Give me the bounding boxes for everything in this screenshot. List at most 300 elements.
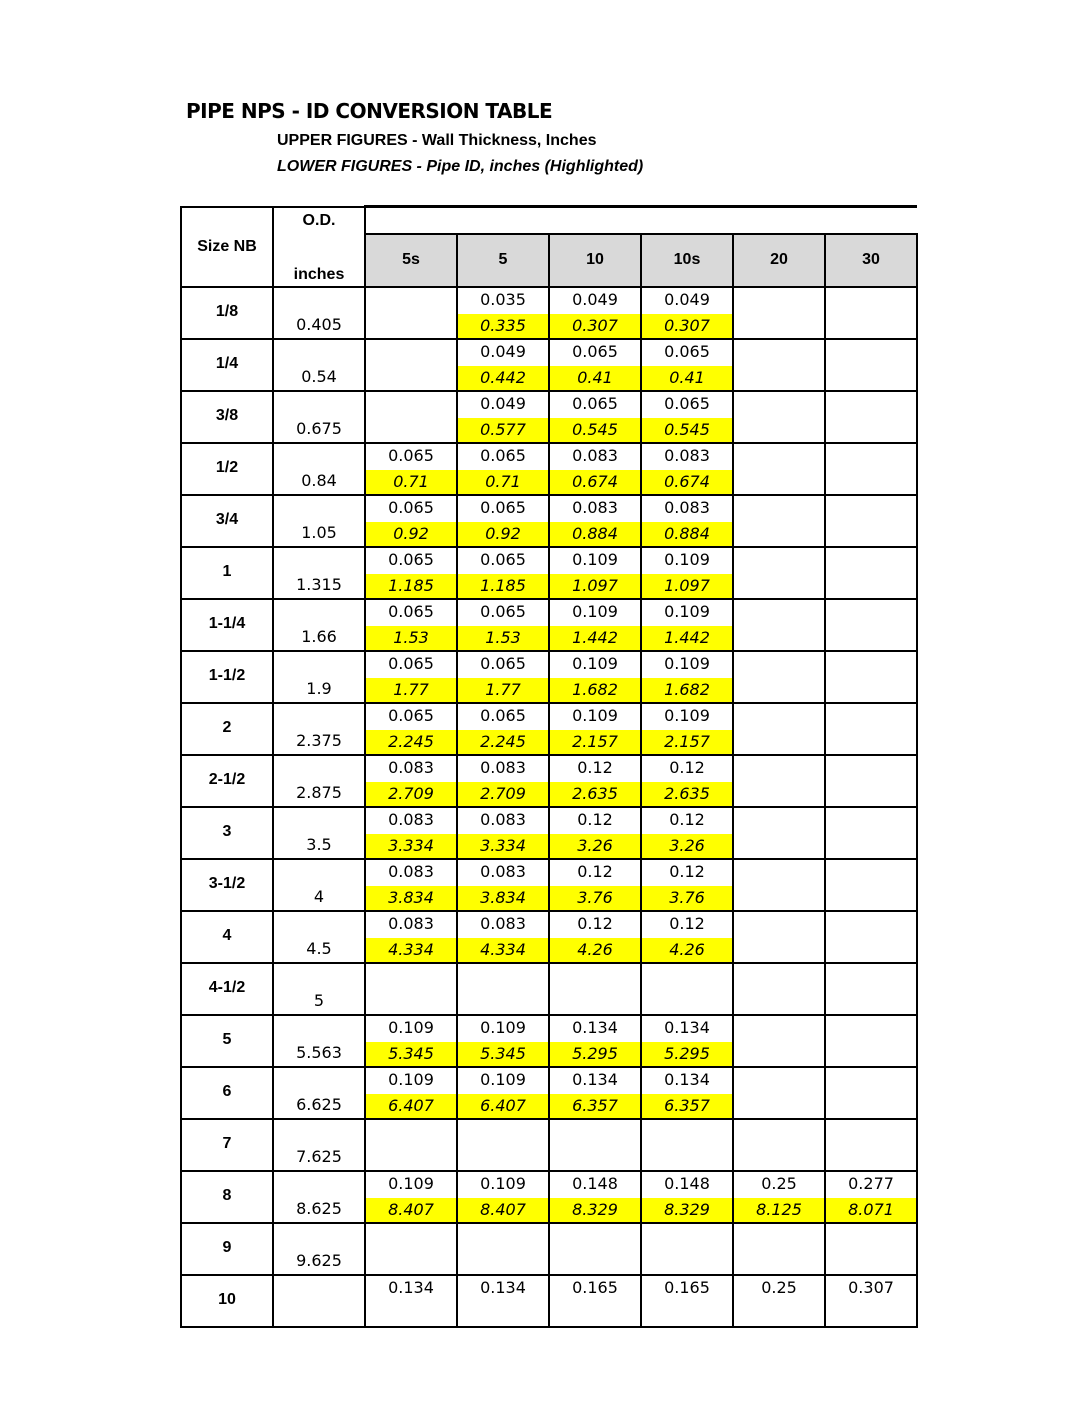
table-row	[181, 339, 917, 391]
od-value: 0.54	[301, 366, 337, 386]
pipe-id-value: 8.071	[826, 1198, 916, 1222]
schedule-header-5: 5	[457, 234, 549, 287]
od-cell	[273, 599, 365, 651]
od-value: 4.5	[306, 938, 332, 958]
table-row	[181, 599, 917, 651]
size-cell	[181, 391, 273, 443]
size-label: 1-1/2	[208, 666, 246, 684]
schedule-cell	[825, 1067, 917, 1119]
schedule-cell	[641, 339, 733, 391]
wall-thickness-value: 0.109	[480, 1017, 526, 1037]
schedule-cell	[733, 859, 825, 911]
pipe-id-value: 0.307	[550, 314, 640, 338]
pipe-id-value: 6.407	[366, 1094, 456, 1118]
schedule-cell	[365, 495, 457, 547]
size-label: 4-1/2	[208, 978, 246, 996]
table-row	[181, 755, 917, 807]
pipe-id-value	[826, 1302, 916, 1326]
wall-thickness-value: 0.109	[572, 601, 618, 621]
table-row	[181, 651, 917, 703]
pipe-id-value: 1.185	[458, 574, 548, 598]
pipe-id-value: 1.097	[550, 574, 640, 598]
schedule-cell	[825, 651, 917, 703]
schedule-cell	[641, 1171, 733, 1223]
pipe-id-value: 3.334	[458, 834, 548, 858]
pipe-id-value: 8.329	[550, 1198, 640, 1222]
size-label: 5	[222, 1030, 232, 1048]
schedule-cell	[549, 547, 641, 599]
pipe-id-value: 0.307	[642, 314, 732, 338]
schedule-cell	[733, 911, 825, 963]
wall-thickness-value: 0.083	[572, 445, 618, 465]
pipe-id-value: 4.334	[366, 938, 456, 962]
pipe-id-value: 1.53	[366, 626, 456, 650]
size-cell	[181, 859, 273, 911]
size-label: 1/8	[215, 302, 239, 320]
size-cell	[181, 599, 273, 651]
schedule-cell	[825, 547, 917, 599]
pipe-id-value: 3.76	[642, 886, 732, 910]
wall-thickness-value: 0.083	[388, 913, 434, 933]
schedule-cell	[641, 963, 733, 1015]
schedule-cell	[641, 391, 733, 443]
schedule-cell	[825, 391, 917, 443]
wall-thickness-value: 0.109	[572, 653, 618, 673]
size-label: 1	[222, 562, 232, 580]
pipe-id-value: 1.682	[642, 678, 732, 702]
od-value: 0.84	[301, 470, 337, 490]
schedule-cell	[365, 651, 457, 703]
size-cell	[181, 495, 273, 547]
od-cell	[273, 1275, 365, 1327]
schedule-cell	[457, 859, 549, 911]
wall-thickness-value: 0.148	[664, 1173, 710, 1193]
od-cell	[273, 495, 365, 547]
schedule-cell	[549, 1171, 641, 1223]
pipe-id-value: 0.545	[550, 418, 640, 442]
wall-thickness-value: 0.12	[577, 757, 613, 777]
size-label: 8	[222, 1186, 232, 1204]
size-cell	[181, 703, 273, 755]
pipe-id-value: 1.53	[458, 626, 548, 650]
header-od-unit: inches	[293, 265, 345, 283]
schedule-cell	[733, 1171, 825, 1223]
od-cell	[273, 339, 365, 391]
pipe-id-value	[458, 1302, 548, 1326]
size-cell	[181, 911, 273, 963]
schedule-cell	[457, 1067, 549, 1119]
wall-thickness-value: 0.065	[572, 393, 618, 413]
schedule-cell	[641, 1275, 733, 1327]
size-label: 3	[222, 822, 232, 840]
size-cell	[181, 1015, 273, 1067]
od-cell	[273, 911, 365, 963]
wall-thickness-value: 0.12	[577, 809, 613, 829]
schedule-cell	[365, 859, 457, 911]
schedule-cell	[641, 755, 733, 807]
schedule-cell	[365, 911, 457, 963]
pipe-id-value: 3.76	[550, 886, 640, 910]
schedule-cell	[457, 1223, 549, 1275]
schedule-header-30: 30	[825, 234, 917, 287]
schedule-cell	[549, 1067, 641, 1119]
wall-thickness-value: 0.109	[572, 705, 618, 725]
schedule-cell	[365, 391, 457, 443]
table-row	[181, 859, 917, 911]
pipe-id-value: 6.357	[550, 1094, 640, 1118]
schedule-cell	[825, 495, 917, 547]
schedule-cell	[549, 1223, 641, 1275]
wall-thickness-value: 0.307	[848, 1277, 894, 1297]
size-cell	[181, 1119, 273, 1171]
od-value: 9.625	[296, 1250, 342, 1270]
schedule-cell	[365, 547, 457, 599]
schedule-cell	[365, 599, 457, 651]
schedule-cell	[733, 599, 825, 651]
schedule-cell	[825, 911, 917, 963]
pipe-id-value: 8.407	[458, 1198, 548, 1222]
wall-thickness-value: 0.109	[664, 653, 710, 673]
size-cell	[181, 547, 273, 599]
wall-thickness-value: 0.065	[480, 497, 526, 517]
pipe-id-value: 0.335	[458, 314, 548, 338]
schedule-cell	[549, 651, 641, 703]
schedule-cell	[365, 1015, 457, 1067]
schedule-cell	[365, 963, 457, 1015]
wall-thickness-value: 0.065	[480, 705, 526, 725]
pipe-id-value: 0.92	[458, 522, 548, 546]
schedule-cell	[825, 755, 917, 807]
pipe-id-value: 2.709	[458, 782, 548, 806]
wall-thickness-value: 0.083	[664, 445, 710, 465]
wall-thickness-value: 0.165	[572, 1277, 618, 1297]
pipe-id-value: 1.77	[366, 678, 456, 702]
od-value: 1.66	[301, 626, 337, 646]
size-label: 1-1/4	[208, 614, 246, 632]
schedule-cell	[549, 287, 641, 339]
wall-thickness-value: 0.109	[664, 705, 710, 725]
schedule-cell	[733, 1119, 825, 1171]
size-label: 1/2	[215, 458, 239, 476]
od-value: 8.625	[296, 1198, 342, 1218]
wall-thickness-value: 0.065	[480, 445, 526, 465]
schedule-cell	[825, 1171, 917, 1223]
size-cell	[181, 1275, 273, 1327]
pipe-id-value: 6.407	[458, 1094, 548, 1118]
schedule-cell	[457, 1275, 549, 1327]
od-value: 7.625	[296, 1146, 342, 1166]
pipe-id-value: 0.545	[642, 418, 732, 442]
pipe-id-value: 0.41	[550, 366, 640, 390]
od-cell	[273, 1119, 365, 1171]
wall-thickness-value: 0.083	[480, 809, 526, 829]
schedule-cell	[641, 911, 733, 963]
wall-thickness-value: 0.083	[664, 497, 710, 517]
schedule-cell	[549, 755, 641, 807]
wall-thickness-value: 0.25	[761, 1173, 797, 1193]
schedule-cell	[365, 287, 457, 339]
wall-thickness-value: 0.12	[669, 757, 705, 777]
od-cell	[273, 651, 365, 703]
wall-thickness-value: 0.134	[572, 1069, 618, 1089]
schedule-cell	[549, 1015, 641, 1067]
schedule-cell	[457, 547, 549, 599]
conversion-table-viewport	[180, 205, 920, 1308]
schedule-cell	[365, 755, 457, 807]
table-row	[181, 1015, 917, 1067]
wall-thickness-value: 0.134	[664, 1017, 710, 1037]
schedule-cell	[549, 963, 641, 1015]
wall-thickness-value: 0.12	[669, 809, 705, 829]
od-cell	[273, 443, 365, 495]
schedule-cell	[365, 1171, 457, 1223]
wall-thickness-value: 0.277	[848, 1173, 894, 1193]
pipe-id-value	[642, 1302, 732, 1326]
od-cell	[273, 1015, 365, 1067]
od-cell	[273, 703, 365, 755]
schedule-cell	[641, 495, 733, 547]
schedule-cell	[549, 1275, 641, 1327]
schedule-cell	[733, 1223, 825, 1275]
pipe-id-value: 0.442	[458, 366, 548, 390]
pipe-id-value: 0.71	[366, 470, 456, 494]
wall-thickness-value: 0.065	[572, 341, 618, 361]
schedule-cell	[733, 807, 825, 859]
header-od-label: O.D.	[302, 211, 336, 229]
schedule-cell	[365, 443, 457, 495]
schedule-cell	[457, 911, 549, 963]
schedule-cell	[365, 1223, 457, 1275]
table-row	[181, 703, 917, 755]
schedule-cell	[549, 807, 641, 859]
wall-thickness-value: 0.134	[572, 1017, 618, 1037]
pipe-id-value: 1.442	[550, 626, 640, 650]
schedule-cell	[733, 495, 825, 547]
schedule-cell	[641, 547, 733, 599]
schedule-cell	[457, 807, 549, 859]
header-size-label: Size NB	[197, 237, 257, 255]
schedule-cell	[825, 287, 917, 339]
schedule-cell	[733, 443, 825, 495]
od-value: 0.405	[296, 314, 342, 334]
pipe-id-value: 1.682	[550, 678, 640, 702]
schedule-cell	[641, 807, 733, 859]
wall-thickness-value: 0.065	[480, 601, 526, 621]
pipe-id-value: 0.92	[366, 522, 456, 546]
table-row	[181, 963, 917, 1015]
pipe-id-value	[550, 1302, 640, 1326]
wall-thickness-value: 0.049	[480, 341, 526, 361]
schedule-header-20: 20	[733, 234, 825, 287]
pipe-id-value: 3.26	[550, 834, 640, 858]
od-value: 2.375	[296, 730, 342, 750]
wall-thickness-value: 0.083	[480, 913, 526, 933]
pipe-id-value: 0.674	[550, 470, 640, 494]
wall-thickness-value: 0.083	[572, 497, 618, 517]
schedule-cell	[641, 1119, 733, 1171]
schedule-cell	[825, 1223, 917, 1275]
pipe-id-value: 3.26	[642, 834, 732, 858]
wall-thickness-value: 0.083	[480, 861, 526, 881]
pipe-id-value: 6.357	[642, 1094, 732, 1118]
pipe-id-value: 0.674	[642, 470, 732, 494]
schedule-cell	[457, 1171, 549, 1223]
pipe-id-value: 1.185	[366, 574, 456, 598]
schedule-cell	[549, 495, 641, 547]
pipe-id-value: 2.245	[366, 730, 456, 754]
pipe-id-value: 2.709	[366, 782, 456, 806]
wall-thickness-value: 0.134	[664, 1069, 710, 1089]
wall-thickness-value: 0.065	[388, 653, 434, 673]
size-label: 3/8	[215, 406, 239, 424]
schedule-cell	[549, 911, 641, 963]
schedule-cell	[457, 703, 549, 755]
wall-thickness-value: 0.065	[388, 497, 434, 517]
schedule-cell	[365, 1067, 457, 1119]
wall-thickness-value: 0.148	[572, 1173, 618, 1193]
schedule-cell	[641, 443, 733, 495]
pipe-id-value: 2.245	[458, 730, 548, 754]
size-cell	[181, 287, 273, 339]
wall-thickness-value: 0.065	[388, 549, 434, 569]
wall-thickness-value: 0.065	[388, 445, 434, 465]
wall-thickness-value: 0.25	[761, 1277, 797, 1297]
schedule-cell	[549, 339, 641, 391]
wall-thickness-value: 0.12	[577, 913, 613, 933]
pipe-id-value: 2.635	[550, 782, 640, 806]
wall-thickness-value: 0.109	[388, 1173, 434, 1193]
size-label: 1/4	[215, 354, 239, 372]
schedule-cell	[733, 651, 825, 703]
table-row	[181, 391, 917, 443]
od-cell	[273, 1223, 365, 1275]
schedule-cell	[825, 859, 917, 911]
page-title: PIPE NPS - ID CONVERSION TABLE	[186, 99, 553, 123]
od-value: 1.315	[296, 574, 342, 594]
size-label: 10	[218, 1290, 236, 1308]
wall-thickness-value: 0.065	[388, 601, 434, 621]
wall-thickness-value: 0.109	[388, 1069, 434, 1089]
table-row	[181, 1067, 917, 1119]
schedule-cell	[733, 755, 825, 807]
wall-thickness-value: 0.083	[388, 757, 434, 777]
table-row	[181, 1119, 917, 1171]
conversion-table-wrap	[180, 205, 918, 1328]
od-cell	[273, 807, 365, 859]
schedule-cell	[365, 339, 457, 391]
od-cell	[273, 755, 365, 807]
schedule-cell	[641, 1067, 733, 1119]
schedule-cell	[825, 1015, 917, 1067]
od-value: 4	[313, 886, 325, 906]
pipe-id-value: 2.635	[642, 782, 732, 806]
wall-thickness-value: 0.109	[480, 1069, 526, 1089]
schedule-cell	[457, 1119, 549, 1171]
od-value: 1.05	[301, 522, 337, 542]
pipe-id-value: 5.345	[458, 1042, 548, 1066]
schedule-cell	[733, 547, 825, 599]
wall-thickness-value: 0.065	[480, 653, 526, 673]
schedule-cell	[733, 1015, 825, 1067]
schedule-cell	[825, 963, 917, 1015]
wall-thickness-value: 0.065	[480, 549, 526, 569]
wall-thickness-value: 0.109	[572, 549, 618, 569]
od-value: 6.625	[296, 1094, 342, 1114]
schedule-cell	[457, 1015, 549, 1067]
pipe-id-value: 2.157	[550, 730, 640, 754]
schedule-cell	[549, 703, 641, 755]
schedule-cell	[365, 1119, 457, 1171]
subtitle-upper: UPPER FIGURES - Wall Thickness, Inches	[277, 132, 597, 149]
schedule-header-10s: 10s	[641, 234, 733, 287]
schedule-cell	[457, 339, 549, 391]
size-cell	[181, 443, 273, 495]
table-row	[181, 547, 917, 599]
pipe-id-value: 1.097	[642, 574, 732, 598]
wall-thickness-value: 0.12	[577, 861, 613, 881]
size-label: 3/4	[215, 510, 239, 528]
od-cell	[273, 391, 365, 443]
pipe-id-value: 3.334	[366, 834, 456, 858]
pipe-id-value: 5.295	[642, 1042, 732, 1066]
schedule-cell	[825, 1275, 917, 1327]
od-cell	[273, 1067, 365, 1119]
pipe-id-value: 5.295	[550, 1042, 640, 1066]
pipe-id-value	[734, 1302, 824, 1326]
size-cell	[181, 755, 273, 807]
pipe-id-value: 0.884	[642, 522, 732, 546]
od-value: 5	[313, 990, 325, 1010]
wall-thickness-value: 0.065	[388, 705, 434, 725]
od-cell	[273, 1171, 365, 1223]
od-cell	[273, 547, 365, 599]
pipe-id-value: 4.26	[550, 938, 640, 962]
pipe-id-value: 8.125	[734, 1198, 824, 1222]
size-label: 2-1/2	[208, 770, 246, 788]
size-cell	[181, 963, 273, 1015]
schedule-cell	[733, 963, 825, 1015]
schedule-cell	[457, 443, 549, 495]
pipe-id-value: 8.407	[366, 1198, 456, 1222]
subtitle-lower: LOWER FIGURES - Pipe ID, inches (Highlighted)	[277, 158, 644, 175]
pipe-id-value: 0.884	[550, 522, 640, 546]
schedule-cell	[457, 651, 549, 703]
wall-thickness-value: 0.109	[388, 1017, 434, 1037]
size-label: 9	[222, 1238, 232, 1256]
pipe-id-value: 4.334	[458, 938, 548, 962]
table-row	[181, 1223, 917, 1275]
schedule-cell	[825, 599, 917, 651]
od-cell	[273, 859, 365, 911]
wall-thickness-value: 0.109	[664, 601, 710, 621]
schedule-cell	[733, 703, 825, 755]
wall-thickness-value: 0.109	[664, 549, 710, 569]
wall-thickness-value: 0.165	[664, 1277, 710, 1297]
wall-thickness-value: 0.065	[664, 393, 710, 413]
schedule-cell	[457, 599, 549, 651]
wall-thickness-value: 0.049	[664, 289, 710, 309]
schedule-cell	[825, 703, 917, 755]
pipe-id-value: 2.157	[642, 730, 732, 754]
schedule-cell	[457, 755, 549, 807]
table-row	[181, 495, 917, 547]
pipe-id-value: 0.41	[642, 366, 732, 390]
size-cell	[181, 1067, 273, 1119]
size-label: 7	[222, 1134, 232, 1152]
wall-thickness-value: 0.049	[480, 393, 526, 413]
table-row	[181, 807, 917, 859]
schedule-cell	[641, 287, 733, 339]
